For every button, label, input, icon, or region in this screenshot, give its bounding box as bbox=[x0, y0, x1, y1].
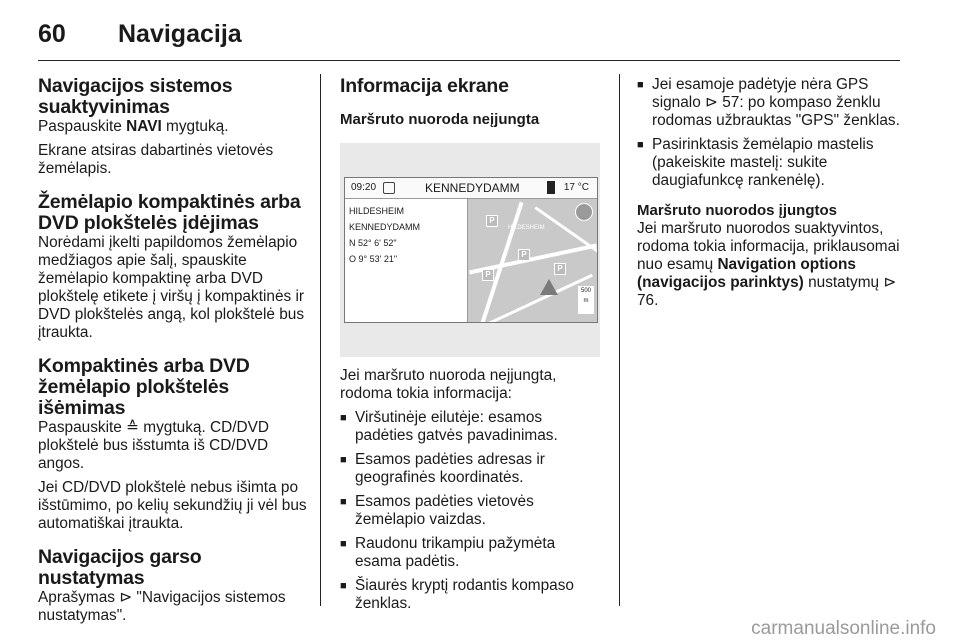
current-position-icon bbox=[540, 279, 558, 295]
eject-disc-text: Paspauskite ≙ mygtuką. CD/DVD plokštelė bus išstumta iš CD/DVD angos. bbox=[38, 419, 270, 472]
column-divider-2 bbox=[619, 74, 620, 606]
list-item: ■ Raudonu trikampiu pažymėta esama padėtis. bbox=[340, 535, 600, 571]
screen-latitude: N 52° 6' 52" bbox=[349, 238, 397, 248]
column-left bbox=[38, 76, 308, 631]
screen-city: HILDESHEIM bbox=[349, 206, 405, 216]
subtitle-guidance-off: Maršruto nuoroda neįjungta bbox=[340, 111, 540, 128]
activation-result-text: Ekrane atsiras dabartinės vietovės žemėlapis. bbox=[38, 142, 274, 177]
compass-small-icon bbox=[383, 182, 395, 194]
screen-status-bar bbox=[345, 178, 597, 199]
list-item: ■ Jei esamoje padėtyje nėra GPS signalo ⊳ 57: po kompaso ženklu rodomas užbrauktas "GPS" ženklas. bbox=[637, 76, 905, 130]
list-item: ■ Viršutinėje eilutėje: esamos padėties gatvės pavadinimas. bbox=[340, 409, 600, 445]
screen-address-panel bbox=[345, 199, 465, 322]
list-item: ■ Esamos padėties vietovės žemėlapio vaizdas. bbox=[340, 493, 600, 529]
navigation-screen-figure bbox=[340, 143, 600, 357]
section-title-eject-disc: Kompaktinės arba DVD žemėlapio plokštelės išėmimas bbox=[38, 355, 250, 419]
navi-button-label: NAVI bbox=[126, 118, 162, 135]
navigation-screen bbox=[344, 177, 598, 323]
column-divider-1 bbox=[320, 74, 321, 606]
list-item: ■ Šiaurės kryptį rodantis kompaso ženklas. bbox=[340, 577, 600, 613]
watermark: carmanualsonline.info bbox=[751, 618, 936, 639]
guidance-on-text: Jei maršruto nuorodos suaktyvintos, rodoma tokia informacija, priklausomai nuo esamų Navigation options (navigacijos parinktys) nustatymų ⊳ 76. bbox=[637, 220, 900, 309]
screen-time: 09:20 bbox=[351, 182, 377, 193]
section-title-audio-settings: Navigacijos garso nustatymas bbox=[38, 546, 202, 589]
poi-icon: P bbox=[518, 249, 530, 261]
screen-map bbox=[467, 199, 597, 322]
compass-icon bbox=[575, 203, 593, 221]
guidance-off-intro: Jei maršruto nuoroda neįjungta, rodoma tokia informacija: bbox=[340, 367, 557, 402]
section-title-screen-info: Informacija ekrane bbox=[340, 75, 509, 97]
screen-longitude: O 9° 53' 21" bbox=[349, 254, 398, 264]
section-title-activation: Navigacijos sistemos suaktyvinimas bbox=[38, 75, 233, 118]
subtitle-guidance-on: Maršruto nuorodos įjungtos bbox=[637, 202, 837, 219]
screen-info-list-cont bbox=[637, 76, 905, 190]
column-middle bbox=[340, 76, 600, 619]
guidance-off-list bbox=[340, 409, 600, 613]
page-header bbox=[38, 14, 900, 58]
map-scale: 500 m bbox=[578, 286, 594, 314]
poi-icon: P bbox=[554, 263, 566, 275]
poi-icon: P bbox=[482, 269, 494, 281]
screen-temperature: 17 °C bbox=[563, 182, 589, 193]
header-rule bbox=[38, 60, 900, 61]
screen-street: KENNEDYDAMM bbox=[425, 181, 520, 195]
navigation-options-label: Navigation options (navigacijos parinktys) bbox=[637, 256, 856, 291]
section-title-insert-disc: Žemėlapio kompaktinės arba DVD plokštelės įdėjimas bbox=[38, 191, 301, 234]
eject-disc-note: Jei CD/DVD plokštelė nebus išimta po išstūmimo, po kelių sekundžių ji vėl bus automatiškai įtraukta. bbox=[38, 479, 307, 532]
page-title: Navigacija bbox=[118, 20, 242, 48]
activation-text: Paspauskite NAVI mygtuką. bbox=[38, 118, 229, 135]
screen-street-name: KENNEDYDAMM bbox=[349, 222, 421, 232]
audio-settings-text: Aprašymas ⊳ "Navigacijos sistemos nustatymas". bbox=[38, 589, 286, 624]
list-item: ■ Pasirinktasis žemėlapio mastelis (pakeiskite mastelį: sukite daugiafunkcę rankenėlę). bbox=[637, 136, 905, 190]
list-item: ■ Esamos padėties adresas ir geografinės koordinatės. bbox=[340, 451, 600, 487]
map-city-label: HILDESHEIM bbox=[508, 225, 545, 231]
column-right bbox=[637, 76, 905, 316]
page-number: 60 bbox=[38, 20, 66, 48]
thermometer-icon bbox=[547, 181, 555, 194]
insert-disc-text: Norėdami įkelti papildomos žemėlapio medžiagos apie šalį, spauskite žemėlapio kompaktinę arba DVD plokštelę etikete į viršų į kompaktinės ir DVD plokštelės angą, kol plokštelė bus įtraukta. bbox=[38, 234, 305, 341]
poi-icon: P bbox=[486, 215, 498, 227]
